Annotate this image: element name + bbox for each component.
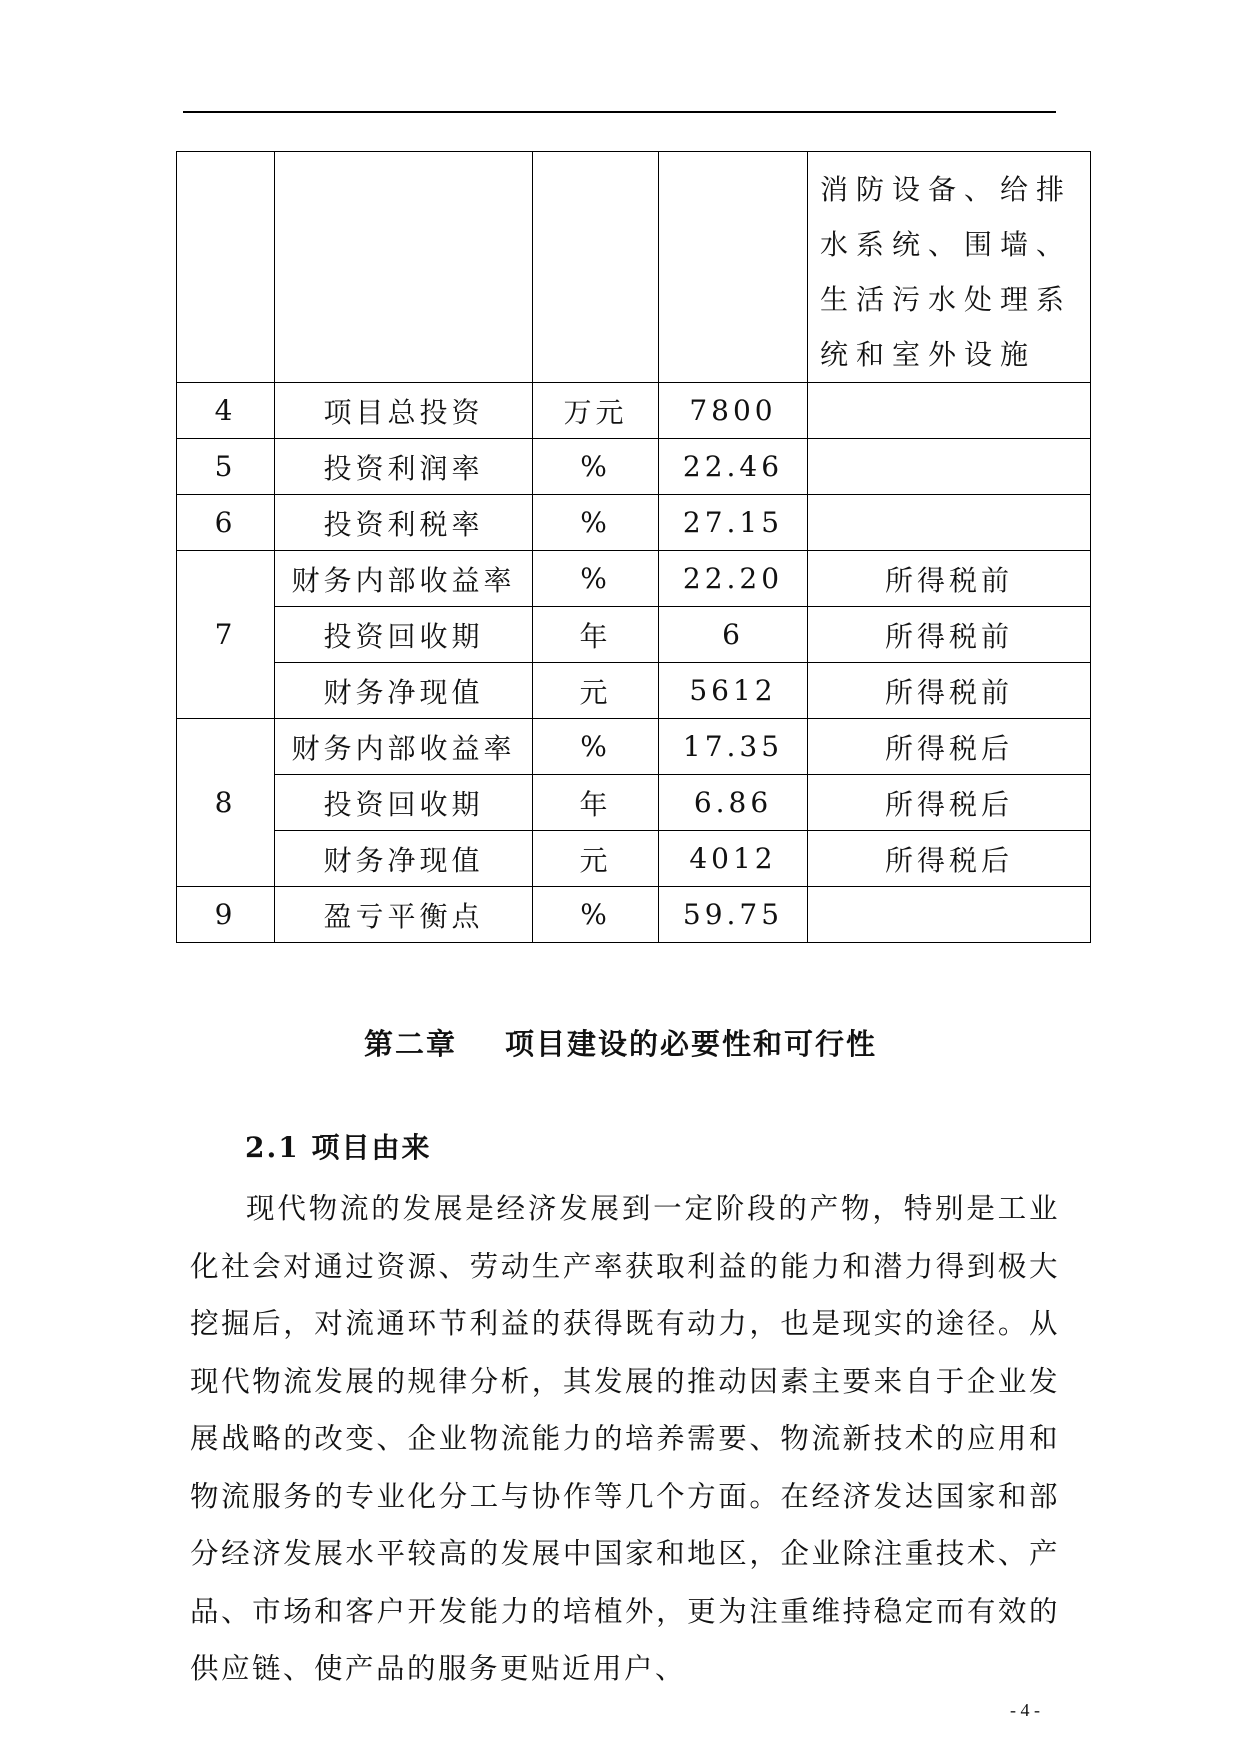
table-cell-note: 所得税前 [808,663,1091,719]
table-cell-value: 22.46 [659,439,808,495]
table-cell-no: 4 [177,383,275,439]
table-row [177,152,1091,383]
table-row [177,551,1091,607]
table-cell-unit: 年 [533,775,659,831]
section-heading: 2.1 项目由来 [245,1131,432,1164]
table-cell-note: 所得税后 [808,831,1091,887]
table-cell-note: 所得税后 [808,719,1091,775]
body-paragraph: 现代物流的发展是经济发展到一定阶段的产物，特别是工业化社会对通过资源、劳动生产率获取利益的能力和潜力得到极大挖掘后，对流通环节利益的获得既有动力，也是现实的途径。从现代物流发展的规律分析，其发展的推动因素主要来自于企业发展战略的改变、企业物流能力的培养需要、物流新技术的应用和物流服务的专业化分工与协作等几个方面。在经济发达国家和部分经济发展水平较高的发展中国家和地区，企业除注重技术、产品、市场和客户开发能力的培植外，更为注重维持稳定而有效的供应链、使产品的服务更贴近用户、 [190,1192,1060,1685]
table-cell-item: 投资利润率 [275,439,533,495]
table-cell [533,152,659,383]
chapter-title: 项目建设的必要性和可行性 [505,1027,878,1061]
table-cell-value: 6 [659,607,808,663]
table-cell-item: 财务净现值 [275,831,533,887]
table-cell-unit: % [533,439,659,495]
table-cell-note [808,439,1091,495]
table-cell-unit: 万元 [533,383,659,439]
table-cell-unit: 年 [533,607,659,663]
table-cell-no: 9 [177,887,275,943]
table-cell-item: 财务净现值 [275,663,533,719]
table-cell-item: 盈亏平衡点 [275,887,533,943]
table-cell-value: 5612 [659,663,808,719]
table-row [177,607,1091,663]
table-cell-item: 财务内部收益率 [275,719,533,775]
table-cell-unit: % [533,551,659,607]
table-row [177,887,1091,943]
table-cell-unit: 元 [533,831,659,887]
table-row [177,775,1091,831]
table-cell-note: 消防设备、给排水系统、围墙、生活污水处理系统和室外设施 [808,152,1091,383]
table-row [177,383,1091,439]
table-row [177,439,1091,495]
table-row [177,831,1091,887]
table-cell-value: 4012 [659,831,808,887]
table-cell-no: 8 [177,719,275,887]
table-cell-item: 投资回收期 [275,607,533,663]
table-cell-no: 5 [177,439,275,495]
table-row [177,663,1091,719]
table-row [177,495,1091,551]
table-cell-value: 17.35 [659,719,808,775]
indicator-table [176,151,1091,943]
table-cell [177,152,275,383]
table-cell [659,152,808,383]
table-cell-unit: 元 [533,663,659,719]
page-number: - 4 - [1010,1700,1040,1720]
table-cell-value: 59.75 [659,887,808,943]
table-cell-item: 投资回收期 [275,775,533,831]
table-cell-unit: % [533,887,659,943]
table-row [177,719,1091,775]
table-cell-note: 所得税后 [808,775,1091,831]
table-cell-value: 27.15 [659,495,808,551]
table-cell-unit: % [533,719,659,775]
table-cell-no: 7 [177,551,275,719]
table-cell-value: 6.86 [659,775,808,831]
header-rule [183,111,1056,113]
table-cell [275,152,533,383]
table-cell-item: 投资利税率 [275,495,533,551]
chapter-heading [0,1022,1241,1063]
table-cell-no: 6 [177,495,275,551]
table-cell-note [808,383,1091,439]
table-cell-note [808,887,1091,943]
table-cell-item: 项目总投资 [275,383,533,439]
chapter-number: 第二章 [363,1027,457,1061]
table-cell-unit: % [533,495,659,551]
table-cell-note: 所得税前 [808,607,1091,663]
table-cell-value: 7800 [659,383,808,439]
table-cell-note: 所得税前 [808,551,1091,607]
table-cell-item: 财务内部收益率 [275,551,533,607]
table-cell-note [808,495,1091,551]
table-cell-value: 22.20 [659,551,808,607]
